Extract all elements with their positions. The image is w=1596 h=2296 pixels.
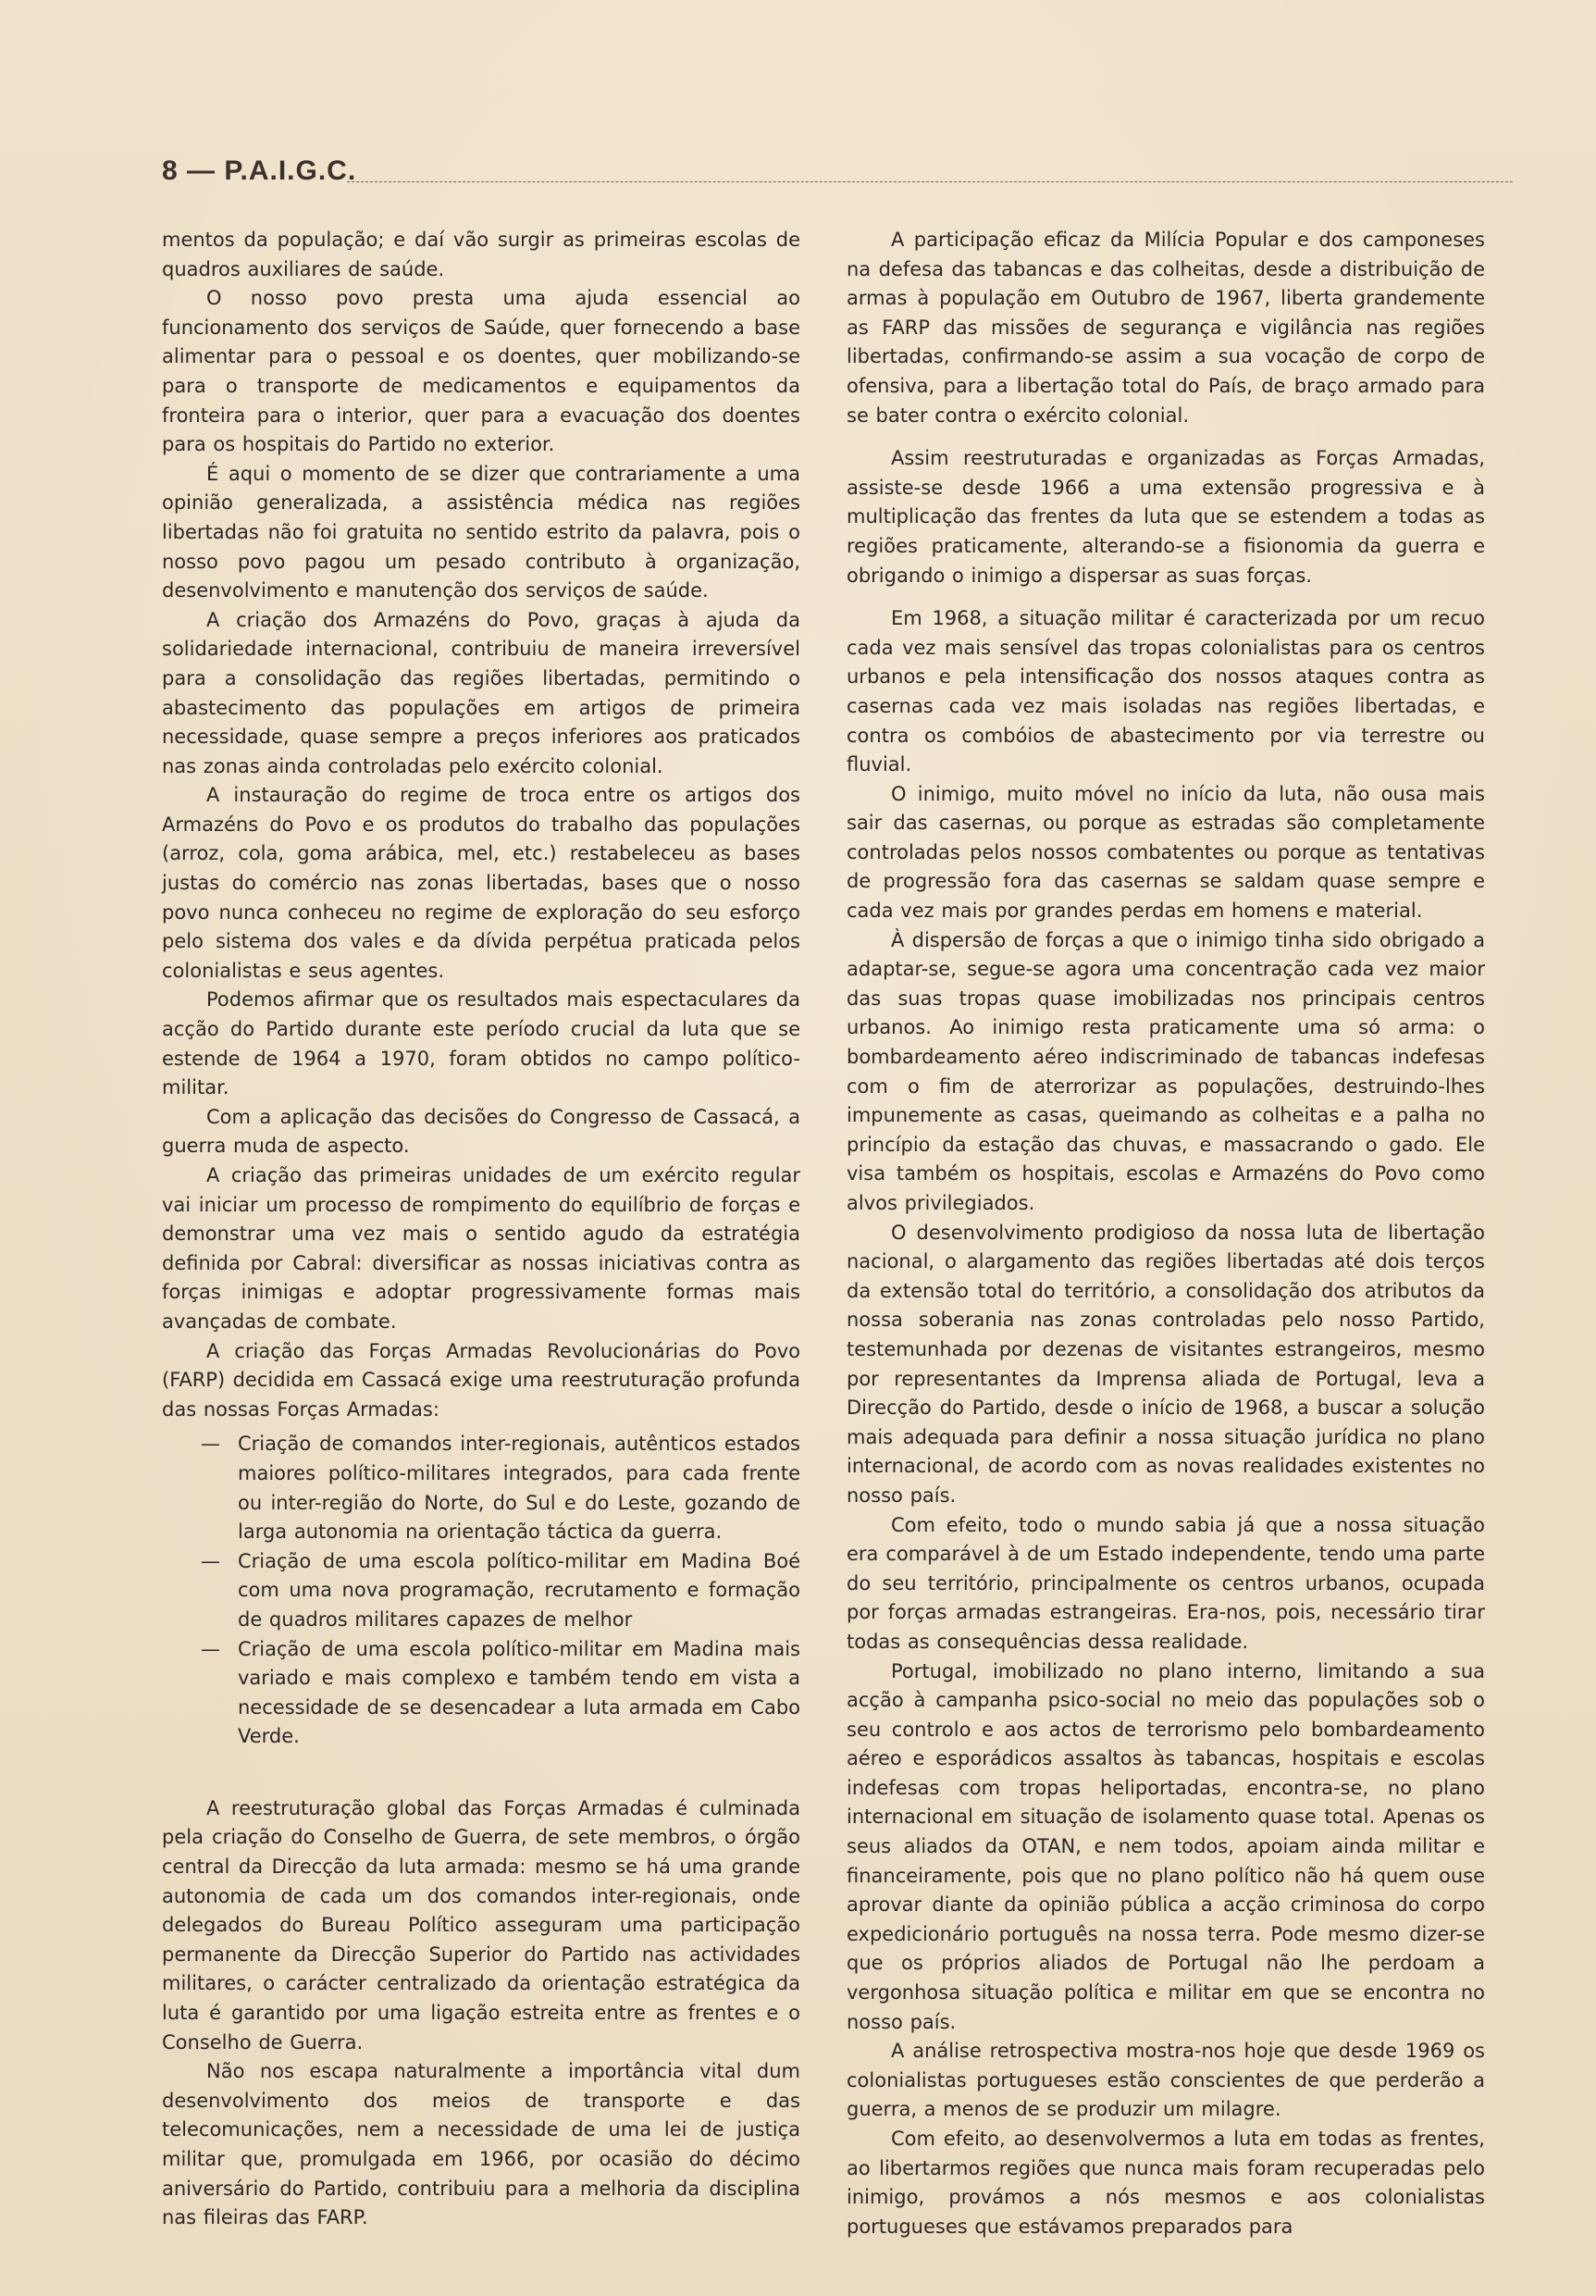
header-rule — [347, 181, 1513, 182]
paragraph: A criação das Forças Armadas Revolucionárias do Povo (FARP) decidida em Cassacá exige uma reestruturação profunda das nossas Forças Armadas: — [162, 1339, 800, 1421]
list-item-text: Criação de comandos inter-regionais, autênticos estados maiores político-militares integrados, para cada frente ou inter-região do Norte, do Sul e do Leste, gozando de larga autonomia na orientação táctica da guerra. — [238, 1433, 800, 1544]
list-dash: — — [201, 1637, 220, 1660]
list-dash: — — [201, 1433, 220, 1456]
paragraph: Assim reestruturadas e organizadas as Forças Armadas, assiste-se desde 1966 a uma extensão progressiva e à multiplicação das frentes da luta que se estendem a todas as regiões praticamente, alterando-se a fisionomia da guerra e obrigando o inimigo a dispersar as suas forças. — [847, 447, 1485, 587]
paragraph: Portugal, imobilizado no plano interno, limitando a sua acção à campanha psico-social no meio das populações sob o seu controlo e aos actos de terrorismo pelo bombardeamento aéreo e esporádicos assaltos às tabancas, hospitais e escolas indefesas com tropas heliportadas, encontra-se, no plano internacional em situação de isolamento quase total. Apenas os seus aliados da OTAN, e nem todos, apoiam ainda militar e financeiramente, pois que no plano político não há quem ouse aprovar diante da opinião pública a acção criminosa do corpo expedicionário português na nossa terra. Pode mesmo dizer-se que os próprios aliados de Portugal não lhe perdoam a vergonhosa situação política e militar em que se encontra no nosso país. — [847, 1659, 1485, 2033]
paragraph: O inimigo, muito móvel no início da luta, não ousa mais sair das casernas, ou porque as estradas são completamente controladas pelos nossos combatentes ou porque as tentativas de progressão fora das casernas se saldam quase sempre e cada vez mais por grandes perdas em homens e material. — [847, 782, 1485, 923]
paragraph: A reestruturação global das Forças Armadas é culminada pela criação do Conselho de Guerra, de sete membros, o órgão central da Direcção da luta armada: mesmo se há uma grande autonomia de cada um dos comandos inter-regionais, onde delegados do Bureau Político asseguram uma participação permanente da Direcção Superior do Partido nas actividades militares, o carácter centralizado da orientação estratégica da luta é garantido por uma ligação estreita entre as frentes e o Conselho de Guerra. — [162, 1796, 800, 2054]
paragraph: A análise retrospectiva mostra-nos hoje que desde 1969 os colonialistas portugueses estão conscientes de que perderão a guerra, a menos de se produzir um milagre. — [847, 2040, 1485, 2121]
list-dash: — — [201, 1549, 220, 1572]
left-column — [162, 226, 800, 2233]
paragraph: Com a aplicação das decisões do Congresso de Cassacá, a guerra muda de aspecto. — [162, 1105, 800, 1158]
paragraph: mentos da população; e daí vão surgir as primeiras escolas de quadros auxiliares de saúde. — [162, 229, 800, 280]
paragraph: A participação eficaz da Milícia Popular e dos camponeses na defesa das tabancas e das colheitas, desde a distribuição de armas à população em Outubro de 1967, liberta grandemente as FARP das missões de segurança e vigilância nas regiões libertadas, confirmando-se assim a sua vocação de corpo de ofensiva, para a libertação total do País, de braço armado para se bater contra o exército colonial. — [847, 229, 1485, 427]
paragraph: A instauração do regime de troca entre os artigos dos Armazéns do Povo e os produtos do trabalho das populações (arroz, cola, goma arábica, mel, etc.) restabeleceu as bases justas do comércio nas zonas libertadas, bases que o nosso povo nunca conheceu no regime de exploração do seu esforço pelo sistema dos vales e da dívida perpétua praticada pelos colonialistas e seus agentes. — [162, 784, 800, 982]
paragraph: A criação dos Armazéns do Povo, graças à ajuda da solidariedade internacional, contribuiu de maneira irreversível para a consolidação das regiões libertadas, permitindo o abastecimento das populações em artigos de primeira necessidade, quase sempre a preços inferiores aos praticados nas zonas ainda controladas pelo exército colonial. — [162, 608, 800, 777]
paragraph: À dispersão de forças a que o inimigo tinha sido obrigado a adaptar-se, segue-se agora uma concentração cada vez maior das suas tropas quase imobilizadas nos principais centros urbanos. Ao inimigo resta praticamente uma só arma: o bombardeamento aéreo indiscriminado de tabancas indefesas com o fim de aterrorizar as populações, destruindo-lhes impunemente as casas, queimando as colheitas e a palha no princípio da estação das chuvas, e massacrando o gado. Ele visa também os hospitais, escolas e Armazéns do Povo como alvos privilegiados. — [847, 928, 1485, 1214]
paragraph: Não nos escapa naturalmente a importância vital dum desenvolvimento dos meios de transporte e das telecomunicações, nem a necessidade de uma lei de justiça militar que, promulgada em 1966, por ocasião do décimo aniversário do Partido, contribuiu para a melhoria da disciplina nas fileiras das FARP. — [162, 2060, 800, 2229]
page-header — [162, 155, 1513, 189]
paragraph: Podemos afirmar que os resultados mais espectaculares da acção do Partido durante este período crucial da luta que se estende de 1964 a 1970, foram obtidos no campo político-militar. — [162, 988, 800, 1099]
list-item — [162, 1430, 800, 1546]
paragraph: O nosso povo presta uma ajuda essencial ao funcionamento dos serviços de Saúde, quer fornecendo a base alimentar para o pessoal e os doentes, quer mobilizando-se para o transporte de medicamentos e equipamentos da fronteira para o interior, quer para a evacuação dos doentes para os hospitais do Partido no exterior. — [162, 287, 800, 456]
paragraph: O desenvolvimento prodigioso da nossa luta de libertação nacional, o alargamento das regiões libertadas até dois terços da extensão total do território, a consolidação dos atributos da nossa soberania nas zonas controladas pelo nosso Partido, testemunhada por dezenas de visitantes estrangeiros, mesmo por representantes da Imprensa aliada de Portugal, leva a Direcção do Partido, desde o início de 1968, a buscar a solução mais adequada para definir a nossa situação jurídica no plano internacional, de acordo com as novas realidades existentes no nosso país. — [847, 1221, 1485, 1507]
list-item-text: Criação de uma escola político-militar em Madina Boé com uma nova programação, recrutamento e formação de quadros militares capazes de melhor — [238, 1549, 800, 1631]
page-number-label: 8 — P.A.I.G.C. — [162, 155, 357, 186]
paragraph: Com efeito, todo o mundo sabia já que a nossa situação era comparável à de um Estado independente, tendo uma parte do seu território, principalmente os centros urbanos, ocupada por forças armadas estrangeiras. Era-nos, pois, necessário tirar todas as consequências dessa realidade. — [847, 1513, 1485, 1653]
right-column — [847, 226, 1485, 2241]
list-item — [162, 1547, 800, 1635]
paragraph: Com efeito, ao desenvolvermos a luta em todas as frentes, ao libertarmos regiões que nunca mais foram recuperadas pelo inimigo, provámos a nós mesmos e aos colonialistas portugueses que estávamos preparados para — [847, 2128, 1485, 2238]
paragraph: É aqui o momento de se dizer que contrariamente a uma opinião generalizada, a assistência médica nas regiões libertadas não foi gratuita no sentido estrito da palavra, pois o nosso povo pagou um pesado contributo à organização, desenvolvimento e manutenção dos serviços de saúde. — [162, 462, 800, 602]
paragraph: A criação das primeiras unidades de um exército regular vai iniciar um processo de rompimento do equilíbrio de forças e demonstrar uma vez mais o sentido agudo da estratégia definida por Cabral: diversificar as nossas iniciativas contra as forças inimigas e adoptar progressivamente formas mais avançadas de combate. — [162, 1164, 800, 1333]
restructuring-list — [162, 1430, 800, 1752]
list-item-text: Criação de uma escola político-militar em Madina mais variado e mais complexo e também tendo em vista a necessidade de se desencadear a luta armada em Cabo Verde. — [238, 1637, 800, 1748]
paragraph: Em 1968, a situação militar é caracterizada por um recuo cada vez mais sensível das tropas colonialistas para os centros urbanos e pela intensificação dos nossos ataques contra as casernas cada vez mais isoladas nas regiões libertadas, e contra os combóios de abastecimento por via terrestre ou fluvial. — [847, 607, 1485, 776]
list-item — [162, 1635, 800, 1752]
